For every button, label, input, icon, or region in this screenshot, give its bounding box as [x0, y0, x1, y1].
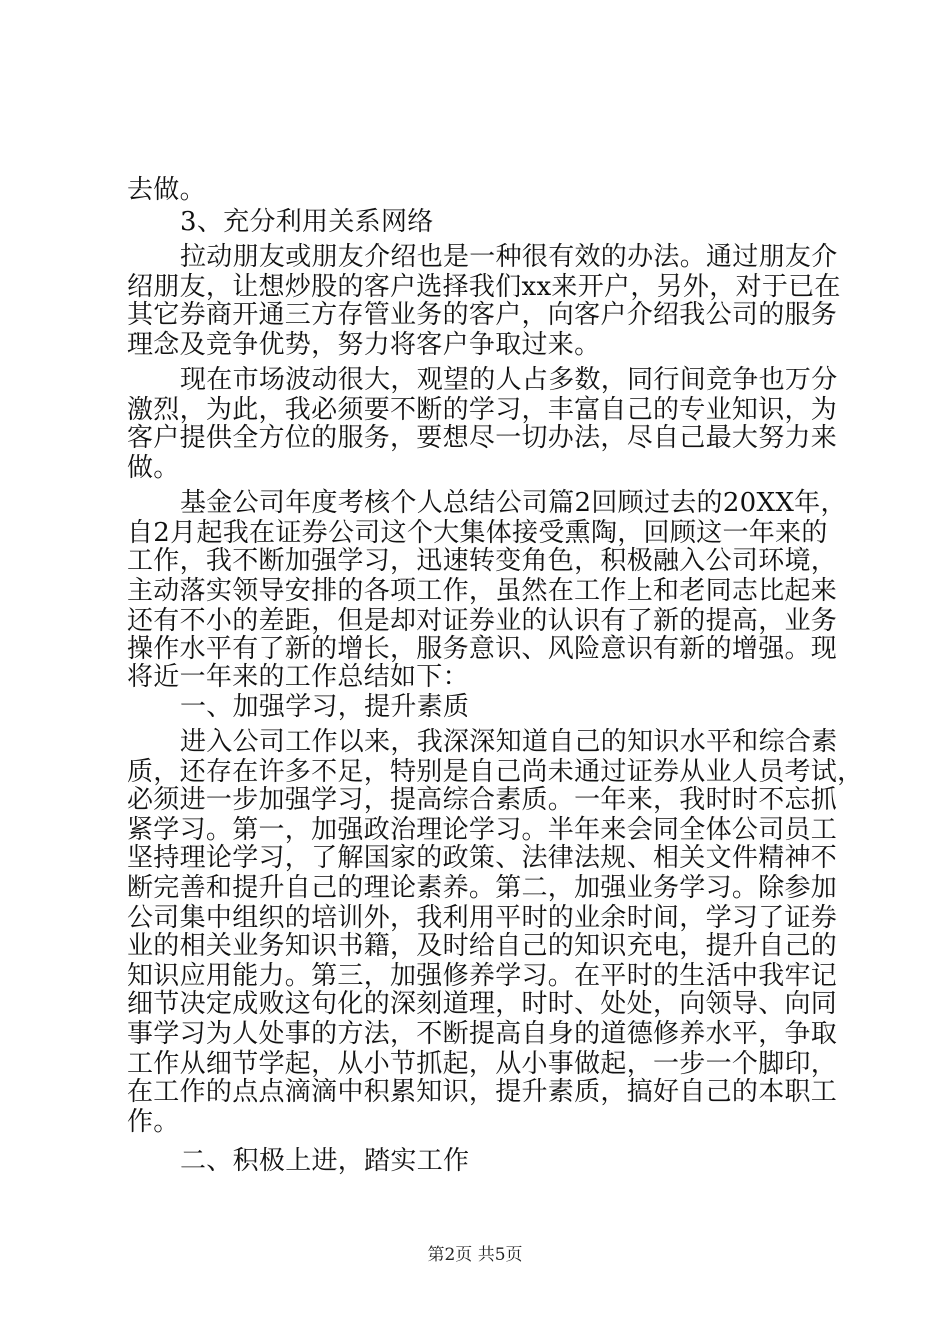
body-text-line: 断完善和提升自己的理论素养。第二，加强业务学习。除参加 [127, 873, 838, 903]
body-text-line: 将近一年来的工作总结如下： [127, 662, 469, 692]
body-text-line: 操作水平有了新的增长，服务意识、风险意识有新的增强。现 [127, 634, 838, 664]
body-text-line: 必须进一步加强学习，提高综合素质。一年来，我时时不忘抓 [127, 785, 838, 815]
body-text-line: 绍朋友，让想炒股的客户选择我们xx来开户，另外，对于已在 [127, 272, 841, 302]
body-text-line: 细节决定成败这句化的深刻道理，时时、处处，向领导、向同 [127, 989, 838, 1019]
body-text-line: 在工作的点点滴滴中积累知识，提升素质，搞好自己的本职工 [127, 1077, 838, 1107]
body-text-line: 公司集中组织的培训外，我利用平时的业余时间，学习了证券 [127, 903, 838, 933]
body-text-line: 还有不小的差距，但是却对证券业的认识有了新的提高，业务 [127, 606, 838, 636]
body-text-line: 事学习为人处事的方法，不断提高自身的道德修养水平，争取 [127, 1019, 838, 1049]
body-text-line: 激烈，为此，我必须要不断的学习，丰富自己的专业知识，为 [127, 395, 838, 425]
body-text-line: 自2月起我在证券公司这个大集体接受熏陶，回顾这一年来的 [127, 518, 828, 548]
section-heading: 一、加强学习，提升素质 [180, 692, 470, 722]
section-heading: 二、积极上进，踏实工作 [180, 1146, 470, 1176]
body-text-line: 工作，我不断加强学习，迅速转变角色，积极融入公司环境， [127, 546, 838, 576]
body-text-line: 进入公司工作以来，我深深知道自己的知识水平和综合素 [180, 727, 838, 757]
body-text-line: 质，还存在许多不足，特别是自己尚未通过证券从业人员考试， [127, 757, 864, 787]
body-text-line: 客户提供全方位的服务，要想尽一切办法，尽自己最大努力来 [127, 423, 838, 453]
body-text-line: 现在市场波动很大，观望的人占多数，同行间竞争也万分 [180, 365, 838, 395]
body-text-line: 坚持理论学习，了解国家的政策、法律法规、相关文件精神不 [127, 843, 838, 873]
body-text-line: 业的相关业务知识书籍，及时给自己的知识充电，提升自己的 [127, 931, 838, 961]
body-text-line: 去做。 [127, 175, 206, 205]
body-text-line: 主动落实领导安排的各项工作，虽然在工作上和老同志比起来 [127, 576, 838, 606]
body-text-line: 紧学习。第一，加强政治理论学习。半年来会同全体公司员工 [127, 815, 838, 845]
body-text-line: 理念及竞争优势，努力将客户争取过来。 [127, 330, 601, 360]
body-text-line: 作。 [127, 1107, 180, 1137]
body-text-line: 知识应用能力。第三，加强修养学习。在平时的生活中我牢记 [127, 961, 838, 991]
body-text-line: 其它券商开通三方存管业务的客户，向客户介绍我公司的服务 [127, 300, 838, 330]
page-number-footer: 第2页 共5页 [427, 1245, 523, 1265]
body-text-line: 拉动朋友或朋友介绍也是一种很有效的办法。通过朋友介 [180, 242, 838, 272]
section-heading: 3、充分利用关系网络 [180, 207, 434, 237]
body-text-line: 工作从细节学起，从小节抓起，从小事做起，一步一个脚印， [127, 1049, 838, 1079]
body-text-line: 做。 [127, 453, 180, 483]
body-text-line: 基金公司年度考核个人总结公司篇2回顾过去的20XX年， [180, 488, 847, 518]
